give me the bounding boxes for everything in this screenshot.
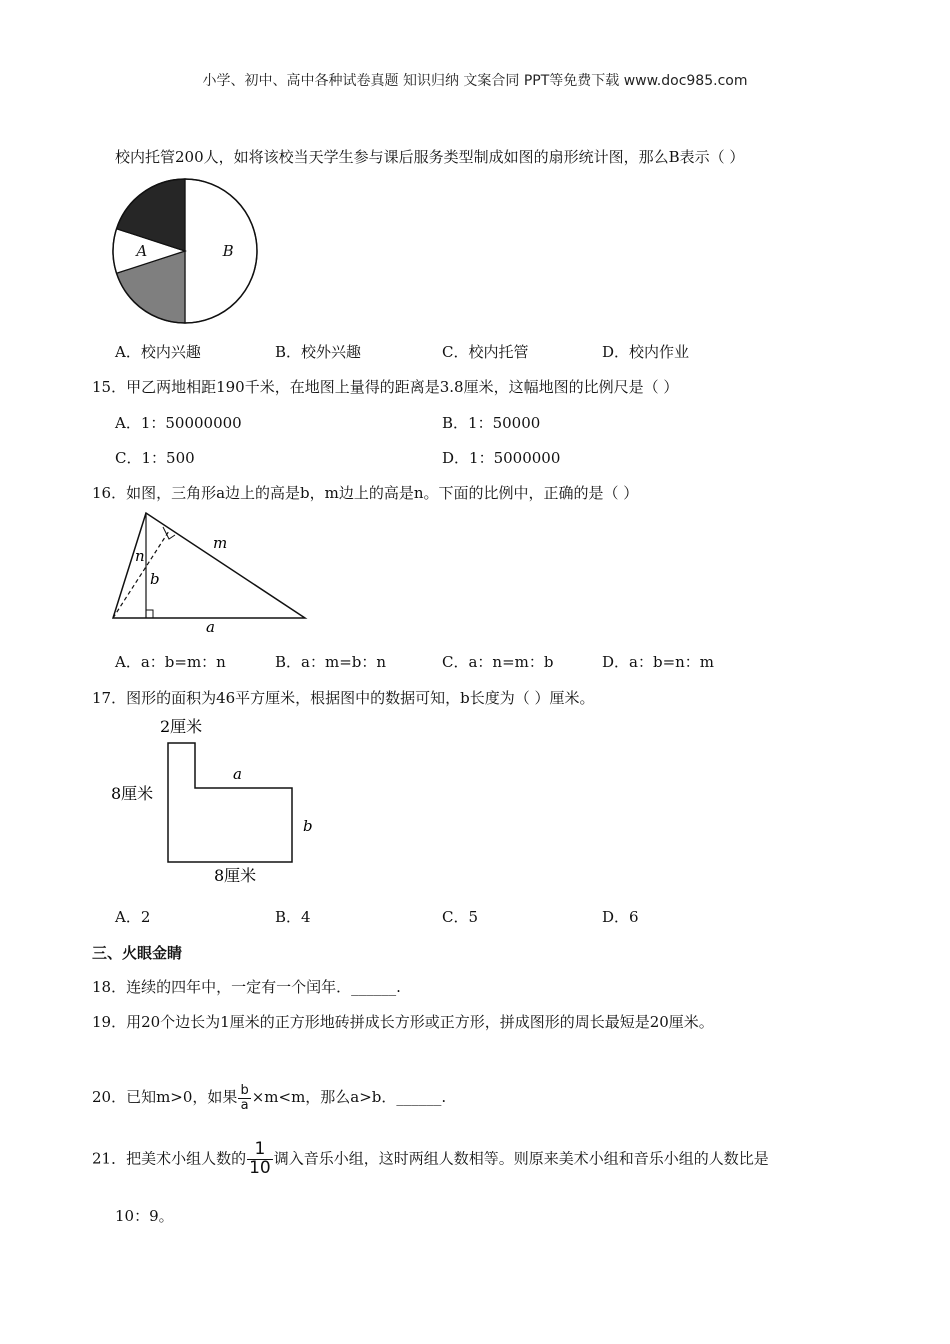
label-b-length: b — [303, 817, 313, 835]
label-a-length: a — [233, 765, 242, 783]
q21-prefix: 21．把美术小组人数的 — [92, 1149, 247, 1168]
l-shape-outline — [168, 743, 292, 862]
section-title: 三、火眼金睛 — [92, 944, 183, 962]
q14-option-a[interactable]: A．校内兴趣 — [115, 343, 201, 361]
q20-fraction-num: b — [240, 1083, 249, 1098]
q17-option-a[interactable]: A．2 — [115, 908, 151, 926]
label-a: a — [206, 618, 215, 636]
q21-suffix: 调入音乐小组，这时两组人数相等。则原来美术小组和音乐小组的人数比是 — [273, 1149, 769, 1168]
label-bottom-width: 8厘米 — [214, 866, 257, 885]
q14-option-c[interactable]: C．校内托管 — [442, 343, 529, 361]
q18-text: 18．连续的四年中，一定有一个闰年．______. — [92, 978, 401, 996]
q17-option-c[interactable]: C．5 — [442, 908, 479, 926]
q21-fraction-den: 10 — [249, 1157, 271, 1178]
page-header: 小学、初中、高中各种试卷真题 知识归纳 文案合同 PPT等免费下载 www.doc985.com — [202, 73, 748, 89]
pie-chart — [108, 174, 264, 330]
q20-prefix: 20．已知m>0，如果 — [92, 1088, 238, 1107]
l-shape-figure — [100, 710, 330, 890]
label-m: m — [213, 534, 228, 552]
height-n-line — [113, 531, 169, 618]
q20-fraction — [238, 1084, 250, 1112]
q17-option-d[interactable]: D．6 — [602, 908, 639, 926]
q21-line — [92, 1141, 769, 1178]
q17-option-b[interactable]: B．4 — [275, 908, 311, 926]
q16-option-a[interactable]: A．a：b=m：n — [115, 653, 226, 671]
q16-option-d[interactable]: D．a：b=n：m — [602, 653, 715, 671]
q17-stem: 17．图形的面积为46平方厘米，根据图中的数据可知，b长度为（ ）厘米。 — [92, 689, 595, 707]
triangle-figure — [105, 505, 320, 637]
q14-option-d[interactable]: D．校内作业 — [602, 343, 690, 361]
q16-option-c[interactable]: C．a：n=m：b — [442, 653, 554, 671]
q15-option-c[interactable]: C．1：500 — [115, 449, 195, 467]
q20-fraction-den: a — [240, 1097, 249, 1113]
q15-stem: 15．甲乙两地相距190千米，在地图上量得的距离是3.8厘米，这幅地图的比例尺是（ ） — [92, 378, 679, 396]
q20-suffix: ×m<m，那么a>b．______. — [251, 1088, 447, 1107]
q16-stem: 16．如图，三角形a边上的高是b，m边上的高是n。下面的比例中，正确的是（ ） — [92, 484, 639, 502]
label-n: n — [135, 547, 145, 565]
label-left-height: 8厘米 — [111, 784, 154, 803]
q21-fraction-num: 1 — [247, 1141, 273, 1160]
right-angle-mark-a — [146, 610, 153, 618]
q19-text: 19．用20个边长为1厘米的正方形地砖拼成长方形或正方形，拼成图形的周长最短是20厘米。 — [92, 1013, 714, 1031]
q20-line — [92, 1084, 446, 1112]
q15-option-b[interactable]: B．1：50000 — [442, 414, 541, 432]
q21-fraction — [247, 1141, 273, 1178]
triangle-outline — [113, 513, 305, 618]
q14-option-b[interactable]: B．校外兴趣 — [275, 343, 362, 361]
pie-slice-b — [185, 179, 257, 323]
q21-continuation: 10：9。 — [115, 1207, 174, 1225]
pie-label-a: A — [136, 242, 148, 260]
q14-stem: 校内托管200人，如将该校当天学生参与课后服务类型制成如图的扇形统计图，那么B表示（ ） — [115, 148, 745, 166]
pie-label-b: B — [222, 242, 234, 260]
label-top-width: 2厘米 — [160, 717, 203, 736]
q16-option-b[interactable]: B．a：m=b：n — [275, 653, 387, 671]
q15-option-a[interactable]: A．1：50000000 — [115, 414, 242, 432]
label-b: b — [150, 570, 160, 588]
q15-option-d[interactable]: D．1：5000000 — [442, 449, 561, 467]
